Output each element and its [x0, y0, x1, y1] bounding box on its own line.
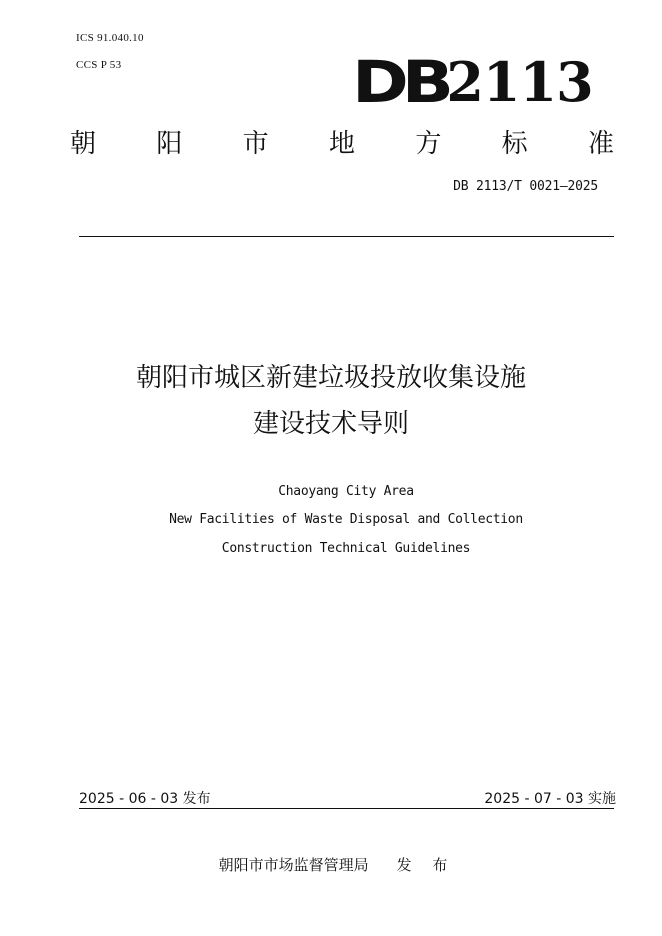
standard-type-char: 准: [587, 129, 614, 159]
logo-number: 2113: [446, 50, 593, 114]
issuing-authority: [0, 854, 662, 875]
standard-type-char: 市: [242, 129, 269, 159]
issuer-verb: 发 布: [396, 856, 456, 874]
ics-code: ICS 91.040.10: [76, 32, 144, 44]
header-divider: [79, 236, 614, 237]
standard-type-char: 标: [501, 129, 528, 159]
standard-type-char: 方: [415, 129, 442, 159]
db-logo: [352, 48, 593, 116]
logo-prefix: DB: [352, 48, 447, 116]
implementation-date: 2025 - 07 - 03 实施: [484, 791, 616, 807]
ccs-code: CCS P 53: [76, 59, 122, 71]
english-title-line-2: New Facilities of Waste Disposal and Collection: [169, 512, 523, 527]
release-date: 2025 - 06 - 03 发布: [79, 791, 211, 807]
standard-type-char: 地: [328, 129, 355, 159]
standard-type-char: 朝: [70, 129, 97, 159]
issuer-name: 朝阳市市场监督管理局: [218, 856, 369, 874]
standard-type-title: [70, 124, 614, 164]
english-title-line-3: Construction Technical Guidelines: [221, 541, 471, 556]
chinese-title-line-2: 建设技术导则: [252, 409, 409, 439]
footer-divider: [79, 808, 614, 809]
standard-type-char: 阳: [156, 129, 183, 159]
standard-number: DB 2113/T 0021—2025: [453, 179, 598, 194]
english-title-line-1: Chaoyang City Area: [278, 484, 414, 499]
chinese-title-line-1: 朝阳市城区新建垃圾投放收集设施: [135, 363, 526, 393]
